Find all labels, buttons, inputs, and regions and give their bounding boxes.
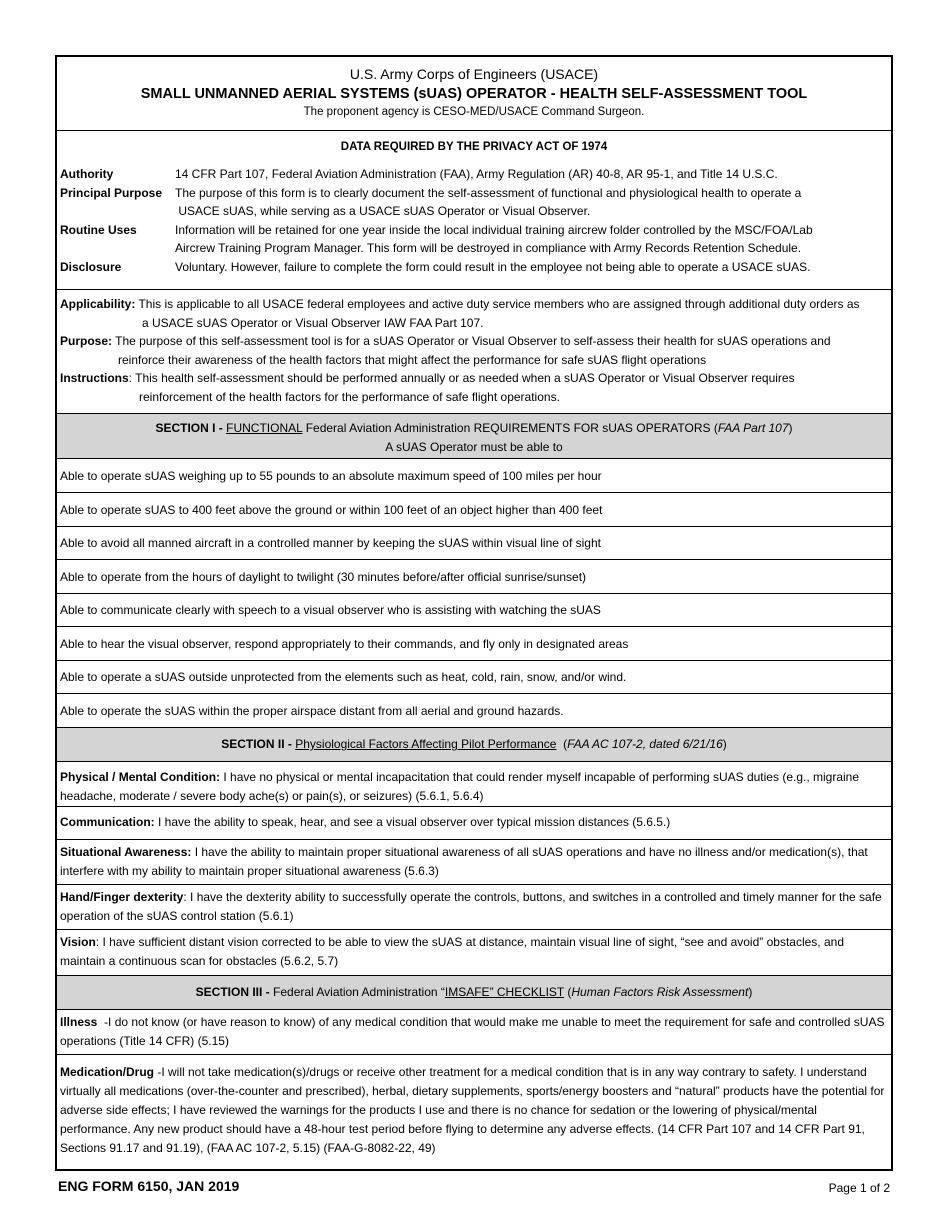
section-1-title: Federal Aviation Administration REQUIREMENTS FOR sUAS OPERATORS (: [302, 421, 718, 435]
privacy-text: 14 CFR Part 107, Federal Aviation Administration (FAA), Army Regulation (AR) 40-8, AR 95-1, and Title 14 U.S.C.: [175, 167, 778, 181]
physiological-row: [57, 840, 891, 885]
privacy-row-principal-purpose: [57, 184, 891, 221]
privacy-label: Principal Purpose: [60, 185, 163, 200]
imsafe-label: Medication/Drug: [60, 1065, 155, 1079]
requirement-row: Able to operate the sUAS within the proper airspace distant from all aerial and ground hazards.: [57, 694, 891, 728]
privacy-text: The purpose of this form is to clearly document the self-assessment of functional and physiological health to operate a: [175, 185, 802, 200]
section-3-prefix: SECTION III -: [195, 985, 274, 999]
physiological-text: I have no physical or mental incapacitation that could render myself incapable of performing sUAS duties (e.g., migraine headache, moderate / severe body ache(s) or pain(s), or seizures) (5.6.1, 5.6.4): [60, 770, 860, 803]
physiological-label: Physical / Mental Condition:: [60, 770, 221, 784]
imsafe-text: -I do not know (or have reason to know) of any medical condition that would make me unable to meet the requirement for safe and controlled sUAS operations (Title 14 CFR) (5.15): [60, 1015, 888, 1048]
physiological-text: I have the ability to speak, hear, and see a visual observer over typical mission distances (5.6.5.): [154, 815, 671, 829]
physiological-label: Communication:: [60, 815, 155, 829]
section-3-middle: Federal Aviation Administration “: [273, 985, 445, 999]
privacy-row-disclosure: [57, 258, 891, 277]
section-1-header: [57, 414, 891, 459]
section-1-underlined: FUNCTIONAL: [226, 421, 303, 435]
section-2-underlined: Physiological Factors Affecting Pilot Performance: [295, 737, 557, 751]
page-number: Page 1 of 2: [828, 1181, 890, 1195]
privacy-act-block: [57, 131, 891, 290]
purpose-label: Purpose:: [60, 334, 113, 348]
physiological-text: I have the ability to maintain proper situational awareness of all sUAS operations and have no illness and/or medication(s), that interfere with my ability to maintain proper situational awareness (5.6.3): [60, 845, 868, 878]
form-title: SMALL UNMANNED AERIAL SYSTEMS (sUAS) OPERATOR - HEALTH SELF-ASSESSMENT TOOL: [140, 86, 808, 102]
physiological-text: : I have the dexterity ability to successfully operate the controls, buttons, and switches in a controlled and timely manner for the safe operation of the sUAS control station (5.6.1): [60, 890, 882, 923]
section-2-prefix: SECTION II -: [221, 737, 296, 751]
privacy-heading: DATA REQUIRED BY THE PRIVACY ACT OF 1974: [340, 141, 608, 153]
physiological-label: Hand/Finger dexterity: [60, 890, 184, 904]
privacy-text: Information will be retained for one year inside the local individual training aircrew folder controlled by the MSC/FOA/Lab: [175, 222, 813, 237]
section-2-suffix: ): [722, 737, 727, 751]
requirement-row: Able to hear the visual observer, respond appropriately to their commands, and fly only in designated areas: [57, 627, 891, 661]
physiological-row: [57, 930, 891, 976]
requirement-row: Able to operate from the hours of daylight to twilight (30 minutes before/after official sunrise/sunset): [57, 560, 891, 594]
section-1-subtitle: A sUAS Operator must be able to: [385, 439, 563, 454]
privacy-text: Aircrew Training Program Manager. This form will be destroyed in compliance with Army Records Retention Schedule.: [175, 241, 802, 255]
form-id: ENG FORM 6150, JAN 2019: [58, 1178, 240, 1194]
privacy-row-authority: [57, 165, 891, 184]
purpose-text-cont: reinforce their awareness of the health factors that might affect the performance for safe sUAS flight operations: [118, 352, 707, 367]
proponent-statement: The proponent agency is CESO-MED/USACE Command Surgeon.: [303, 106, 645, 118]
section-1-reference: FAA Part 107: [717, 421, 789, 435]
applicability-text-cont: a USACE sUAS Operator or Visual Observer IAW FAA Part 107.: [142, 315, 484, 330]
section-3-header: [57, 976, 891, 1010]
requirement-row: Able to operate sUAS weighing up to 55 pounds to an absolute maximum speed of 100 miles per hour: [57, 459, 891, 493]
requirement-row: Able to avoid all manned aircraft in a controlled manner by keeping the sUAS within visual line of sight: [57, 527, 891, 560]
physiological-row: [57, 807, 891, 840]
physiological-text: : I have sufficient distant vision corrected to be able to view the sUAS at distance, maintain visual line of sight, “see and avoid” obstacles, and maintain a continuous scan for obstacles (5.6.2, 5.7): [60, 935, 844, 968]
form-frame: [55, 55, 893, 1171]
section-2-header: [57, 728, 891, 762]
applicability-block: [57, 290, 891, 414]
imsafe-row-medication: [57, 1055, 891, 1173]
privacy-row-routine-uses: [57, 221, 891, 258]
imsafe-label: Illness: [60, 1015, 98, 1029]
imsafe-row-illness: [57, 1010, 891, 1055]
section-3-underlined: IMSAFE” CHECKLIST: [444, 985, 565, 999]
imsafe-text: -I will not take medication(s)/drugs or receive other treatment for a medical condition that is in any way contrary to safety. I understand virtually all medications (over-the-counter and prescribed), herbal, dietary supplements, sports/energy boosters and “natural” products have the potential for adverse side effects; I have reviewed the warnings for the products I use and there is no chance for sedation or the lowering of physical/mental performance. Any new product should have a 48-hour test period before flying to determine any adverse effects. (14 CFR Part 107 and 14 CFR Part 91, Sections 91.17 and 91.19), (FAA AC 107-2, 5.15) (FAA-G-8082-22, 49): [60, 1065, 885, 1155]
privacy-text: USACE sUAS, while serving as a USACE sUAS Operator or Visual Observer.: [175, 204, 591, 218]
section-1-prefix: SECTION I -: [155, 421, 227, 435]
applicability-text: This is applicable to all USACE federal employees and active duty service members who are assigned through additional duty orders as: [135, 297, 860, 311]
applicability-label: Applicability:: [60, 297, 136, 311]
physiological-label: Vision: [60, 935, 96, 949]
physiological-row: [57, 885, 891, 930]
section-1-suffix: ): [788, 421, 793, 435]
section-3-suffix: ): [748, 985, 753, 999]
privacy-label: Routine Uses: [60, 222, 137, 237]
section-3-middle2: (: [564, 985, 572, 999]
physiological-row: [57, 762, 891, 807]
privacy-label: Authority: [60, 167, 114, 181]
section-2-reference: FAA AC 107-2, dated 6/21/16: [567, 737, 723, 751]
instructions-text-cont: reinforcement of the health factors for the performance of safe flight operations.: [139, 389, 560, 404]
requirement-row: Able to operate a sUAS outside unprotected from the elements such as heat, cold, rain, snow, and/or wind.: [57, 661, 891, 694]
instructions-text: : This health self-assessment should be performed annually or as needed when a sUAS Operator or Visual Observer requires: [128, 371, 795, 385]
requirement-row: Able to communicate clearly with speech to a visual observer who is assisting with watching the sUAS: [57, 594, 891, 627]
form-header: [57, 57, 891, 131]
agency-name: U.S. Army Corps of Engineers (USACE): [349, 66, 599, 82]
privacy-text: Voluntary. However, failure to complete the form could result in the employee not being able to operate a USACE sUAS.: [175, 259, 811, 274]
instructions-label: Instructions: [60, 371, 129, 385]
section-3-reference: Human Factors Risk Assessment: [571, 985, 749, 999]
requirement-row: Able to operate sUAS to 400 feet above the ground or within 100 feet of an object higher than 400 feet: [57, 493, 891, 527]
physiological-label: Situational Awareness:: [60, 845, 192, 859]
purpose-text: The purpose of this self-assessment tool is for a sUAS Operator or Visual Observer to self-assess their health for sUAS operations and: [112, 334, 831, 348]
privacy-label: Disclosure: [60, 259, 122, 274]
section-2-middle: (: [556, 737, 568, 751]
